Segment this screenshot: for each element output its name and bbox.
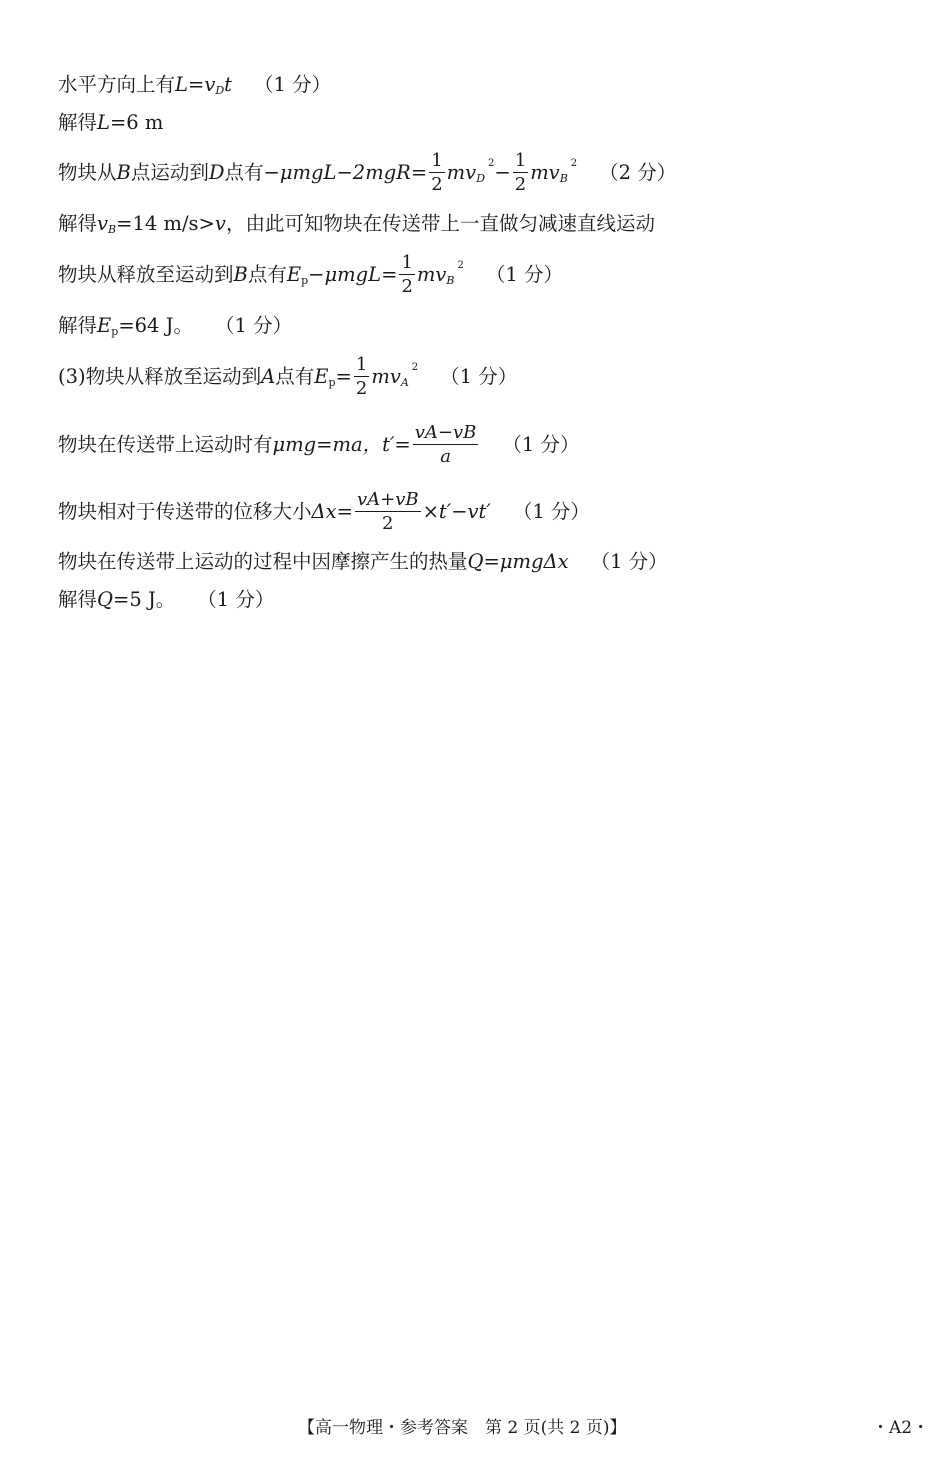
math-var: mv xyxy=(416,263,447,286)
math-op: − xyxy=(494,161,511,184)
math-expr: μmg=ma，t′= xyxy=(272,433,411,456)
line-text: 水平方向上有 xyxy=(58,73,176,96)
math-expr: =6 m xyxy=(109,111,164,134)
fraction-numerator: 1 xyxy=(355,354,368,375)
fraction-numerator: 1 xyxy=(401,252,413,273)
line-text: 物块从释放至运动到 xyxy=(58,263,234,286)
fraction-numerator: 1 xyxy=(514,150,527,171)
answer-line-2 xyxy=(58,110,163,136)
math-var: v xyxy=(97,212,109,235)
line-text: 物块从 xyxy=(58,161,117,184)
math-op: = xyxy=(187,73,205,96)
fraction-numerator: vA+vB xyxy=(356,489,419,510)
answer-line-6 xyxy=(58,313,292,339)
math-subscript: B xyxy=(559,172,568,185)
math-expr: Δx= xyxy=(311,500,353,523)
line-text: 解得 xyxy=(58,588,98,611)
line-text: 解得 xyxy=(58,212,98,235)
math-subscript: B xyxy=(446,274,455,287)
answer-line-1 xyxy=(58,72,331,98)
answer-line-11 xyxy=(58,587,274,613)
math-var: mv xyxy=(530,161,560,184)
math-superscript: 2 xyxy=(411,362,419,373)
math-var: D xyxy=(208,161,225,184)
math-var: mv xyxy=(446,161,477,184)
line-text: 点有 xyxy=(275,365,315,388)
answer-line-5 xyxy=(58,250,563,300)
math-subscript: B xyxy=(108,223,117,236)
math-op: = xyxy=(335,365,352,388)
footer-title: 【高一物理・参考答案 第 2 页(共 2 页)】 xyxy=(298,1418,627,1438)
fraction xyxy=(413,424,479,466)
fraction xyxy=(399,254,414,296)
line-text: 物块相对于传送带的位移大小 xyxy=(58,500,312,523)
math-expr: ×t′−vt′ xyxy=(422,500,491,523)
score-mark: （1 分） xyxy=(502,433,580,456)
math-subscript: D xyxy=(476,172,486,185)
answer-line-8 xyxy=(58,420,580,470)
math-var: t xyxy=(224,73,233,96)
math-var: A xyxy=(261,365,276,388)
math-var: v xyxy=(214,212,226,235)
score-mark: （1 分） xyxy=(214,314,293,337)
math-subscript: A xyxy=(400,376,409,389)
fraction-denominator: 2 xyxy=(514,174,527,195)
fraction-denominator: 2 xyxy=(431,174,443,195)
fraction xyxy=(429,152,444,194)
math-subscript: p xyxy=(111,325,119,338)
line-text: 点有 xyxy=(224,161,264,184)
score-mark: （1 分） xyxy=(197,588,275,611)
math-var: mv xyxy=(371,365,401,388)
answer-line-9 xyxy=(58,487,590,537)
fraction-denominator: 2 xyxy=(382,513,394,534)
math-var: L xyxy=(175,73,188,96)
math-var: B xyxy=(116,161,131,184)
math-var: E xyxy=(286,263,302,286)
fraction-denominator: 2 xyxy=(401,276,413,297)
math-expr: =64 J。 xyxy=(118,314,193,337)
line-text: 点有 xyxy=(247,263,287,286)
math-superscript: 2 xyxy=(570,158,578,169)
fraction xyxy=(355,491,421,533)
line-text: 物块在传送带上运动的过程中因摩擦产生的热量 xyxy=(58,550,468,573)
math-expr: Q=μmgΔx xyxy=(467,550,569,573)
fraction-denominator: a xyxy=(440,446,451,467)
line-text: 点运动到 xyxy=(130,161,209,184)
score-mark: （1 分） xyxy=(440,365,518,388)
fraction-numerator: 1 xyxy=(431,150,443,171)
math-expr: =14 m/s> xyxy=(116,212,215,235)
line-text: 物块在传送带上运动时有 xyxy=(58,433,273,456)
score-mark: （2 分） xyxy=(599,161,677,184)
line-text: ，由此可知物块在传送带上一直做匀减速直线运动 xyxy=(225,212,655,235)
math-expr: =5 J。 xyxy=(113,588,176,611)
math-expr: −μmgL= xyxy=(308,263,398,286)
math-superscript: 2 xyxy=(488,158,495,169)
answer-line-3 xyxy=(58,148,676,198)
math-var: B xyxy=(233,263,248,286)
math-subscript: p xyxy=(301,274,309,287)
answer-line-7 xyxy=(58,352,517,402)
answer-line-4 xyxy=(58,211,655,237)
fraction xyxy=(354,356,369,398)
math-var: E xyxy=(314,365,329,388)
math-var: v xyxy=(204,73,216,96)
math-var: E xyxy=(97,314,112,337)
score-mark: （1 分） xyxy=(254,73,332,96)
math-subscript: p xyxy=(328,376,336,389)
line-text: 解得 xyxy=(58,314,98,337)
score-mark: （1 分） xyxy=(512,500,590,523)
math-subscript: D xyxy=(215,84,225,97)
math-var: Q xyxy=(97,588,114,611)
page-code: ・A2・ xyxy=(872,1418,930,1438)
math-var: L xyxy=(97,111,110,134)
math-superscript: 2 xyxy=(457,260,464,271)
line-text: 解得 xyxy=(58,111,98,134)
fraction-numerator: vA−vB xyxy=(414,422,477,443)
answer-line-10 xyxy=(58,549,668,575)
line-text: (3)物块从释放至运动到 xyxy=(58,365,262,388)
fraction xyxy=(513,152,528,194)
score-mark: （1 分） xyxy=(485,263,563,286)
math-expr: −μmgL−2mgR= xyxy=(263,161,428,184)
score-mark: （1 分） xyxy=(590,550,668,573)
fraction-denominator: 2 xyxy=(355,378,368,399)
